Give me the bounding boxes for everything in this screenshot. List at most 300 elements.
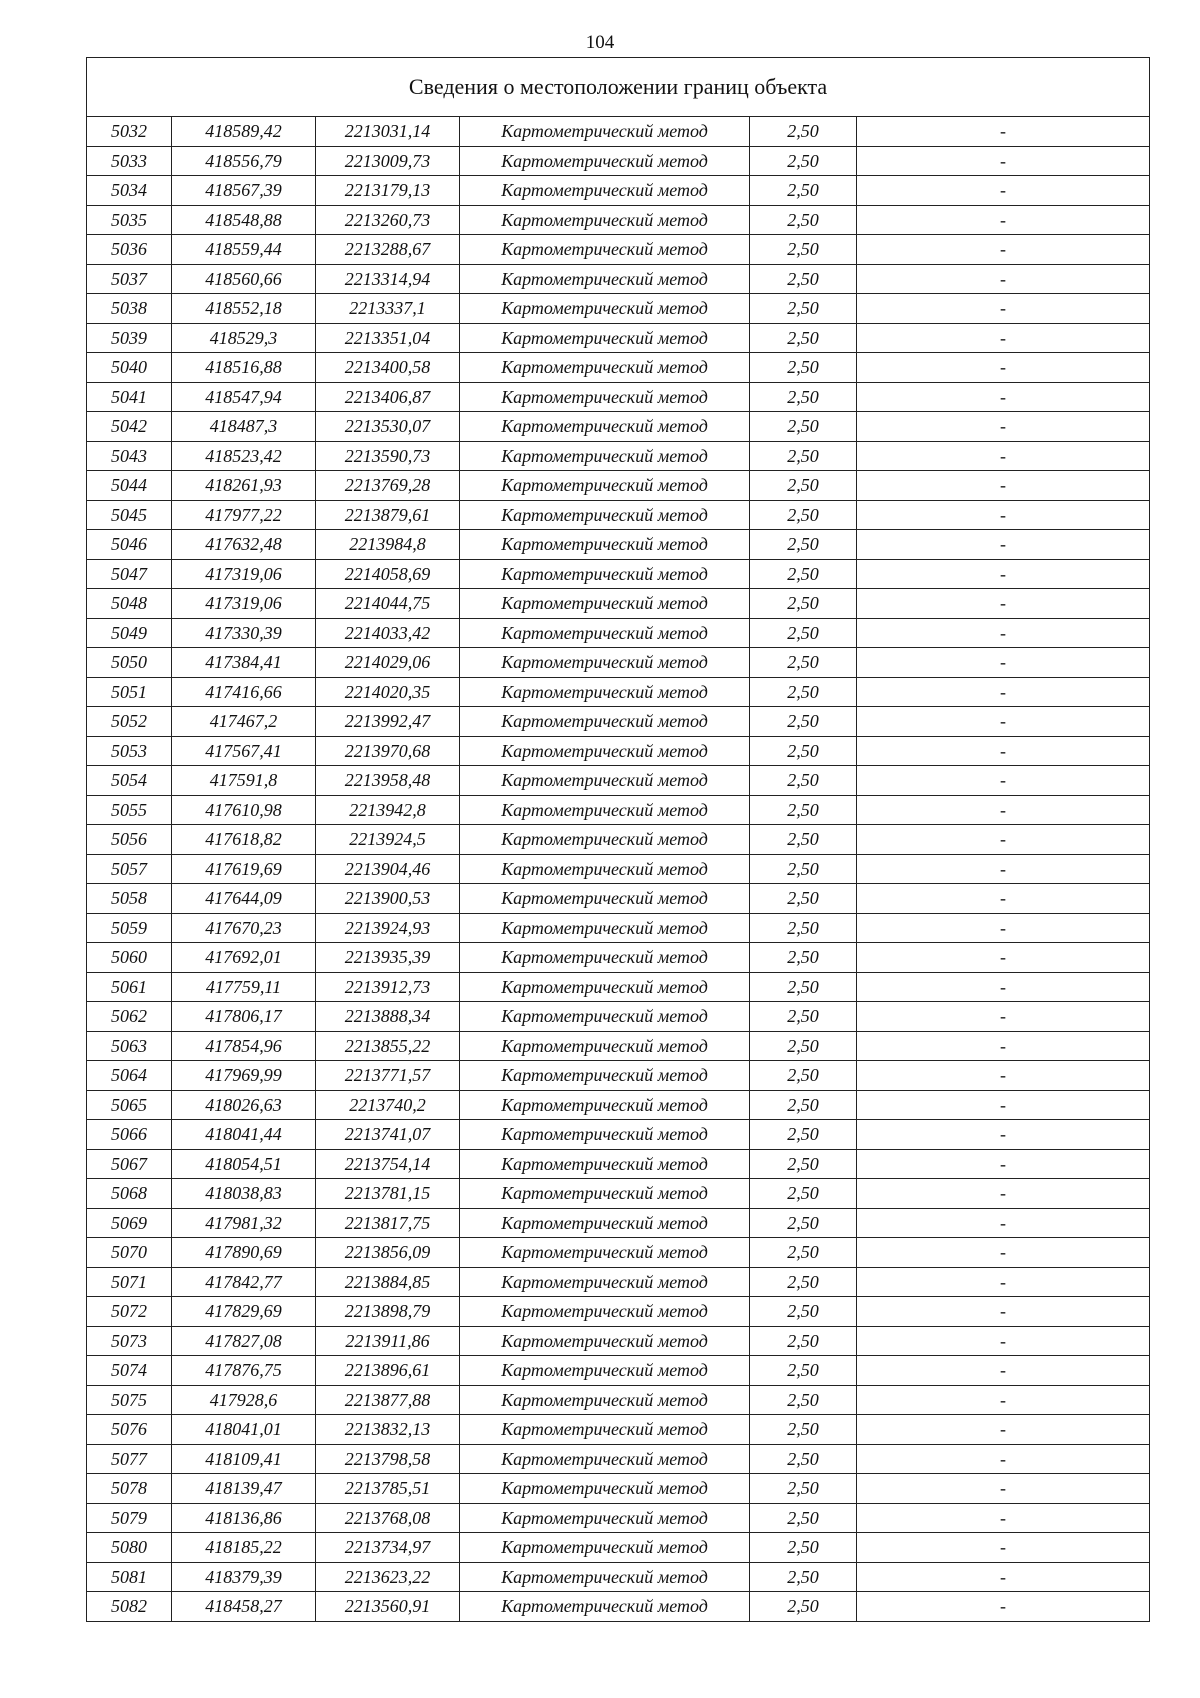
point-number-cell: 5044 [87,471,172,501]
method-cell: Картометрический метод [460,412,750,442]
y-coordinate-cell: 2214044,75 [316,589,460,619]
y-coordinate-cell: 2214020,35 [316,677,460,707]
x-coordinate-cell: 418589,42 [172,117,316,147]
method-cell: Картометрический метод [460,766,750,796]
x-coordinate-cell: 417632,48 [172,530,316,560]
accuracy-cell: 2,50 [750,943,857,973]
x-coordinate-cell: 417567,41 [172,736,316,766]
point-number-cell: 5043 [87,441,172,471]
point-number-cell: 5077 [87,1444,172,1474]
description-cell: - [857,1090,1150,1120]
accuracy-cell: 2,50 [750,913,857,943]
x-coordinate-cell: 418136,86 [172,1503,316,1533]
method-cell: Картометрический метод [460,117,750,147]
point-number-cell: 5045 [87,500,172,530]
table-row [87,1326,1150,1356]
description-cell: - [857,1444,1150,1474]
method-cell: Картометрический метод [460,825,750,855]
table-row [87,205,1150,235]
method-cell: Картометрический метод [460,1592,750,1622]
y-coordinate-cell: 2213768,08 [316,1503,460,1533]
x-coordinate-cell: 418054,51 [172,1149,316,1179]
method-cell: Картометрический метод [460,1179,750,1209]
x-coordinate-cell: 418529,3 [172,323,316,353]
accuracy-cell: 2,50 [750,795,857,825]
method-cell: Картометрический метод [460,471,750,501]
table-row [87,1149,1150,1179]
y-coordinate-cell: 2213970,68 [316,736,460,766]
point-number-cell: 5032 [87,117,172,147]
y-coordinate-cell: 2213590,73 [316,441,460,471]
method-cell: Картометрический метод [460,618,750,648]
y-coordinate-cell: 2213942,8 [316,795,460,825]
accuracy-cell: 2,50 [750,264,857,294]
table-row [87,972,1150,1002]
method-cell: Картометрический метод [460,1031,750,1061]
point-number-cell: 5040 [87,353,172,383]
description-cell: - [857,1002,1150,1032]
x-coordinate-cell: 417610,98 [172,795,316,825]
point-number-cell: 5079 [87,1503,172,1533]
method-cell: Картометрический метод [460,1061,750,1091]
table-row [87,1238,1150,1268]
description-cell: - [857,618,1150,648]
description-cell: - [857,795,1150,825]
accuracy-cell: 2,50 [750,353,857,383]
method-cell: Картометрический метод [460,235,750,265]
accuracy-cell: 2,50 [750,1474,857,1504]
x-coordinate-cell: 418185,22 [172,1533,316,1563]
x-coordinate-cell: 417829,69 [172,1297,316,1327]
description-cell: - [857,1297,1150,1327]
point-number-cell: 5049 [87,618,172,648]
x-coordinate-cell: 417806,17 [172,1002,316,1032]
point-number-cell: 5076 [87,1415,172,1445]
description-cell: - [857,412,1150,442]
x-coordinate-cell: 418038,83 [172,1179,316,1209]
description-cell: - [857,1031,1150,1061]
point-number-cell: 5055 [87,795,172,825]
point-number-cell: 5066 [87,1120,172,1150]
description-cell: - [857,1592,1150,1622]
description-cell: - [857,1356,1150,1386]
accuracy-cell: 2,50 [750,1149,857,1179]
x-coordinate-cell: 418487,3 [172,412,316,442]
method-cell: Картометрический метод [460,1238,750,1268]
x-coordinate-cell: 417827,08 [172,1326,316,1356]
table-row [87,795,1150,825]
description-cell: - [857,1208,1150,1238]
point-number-cell: 5037 [87,264,172,294]
accuracy-cell: 2,50 [750,736,857,766]
description-cell: - [857,294,1150,324]
x-coordinate-cell: 418261,93 [172,471,316,501]
y-coordinate-cell: 2213785,51 [316,1474,460,1504]
method-cell: Картометрический метод [460,736,750,766]
accuracy-cell: 2,50 [750,176,857,206]
y-coordinate-cell: 2213179,13 [316,176,460,206]
x-coordinate-cell: 417416,66 [172,677,316,707]
x-coordinate-cell: 417981,32 [172,1208,316,1238]
table-title-row [87,58,1150,117]
table-row [87,530,1150,560]
point-number-cell: 5064 [87,1061,172,1091]
point-number-cell: 5061 [87,972,172,1002]
point-number-cell: 5065 [87,1090,172,1120]
accuracy-cell: 2,50 [750,884,857,914]
method-cell: Картометрический метод [460,854,750,884]
table-row [87,1503,1150,1533]
method-cell: Картометрический метод [460,205,750,235]
description-cell: - [857,471,1150,501]
point-number-cell: 5052 [87,707,172,737]
accuracy-cell: 2,50 [750,1120,857,1150]
table-row [87,677,1150,707]
point-number-cell: 5047 [87,559,172,589]
y-coordinate-cell: 2213260,73 [316,205,460,235]
y-coordinate-cell: 2213877,88 [316,1385,460,1415]
description-cell: - [857,854,1150,884]
y-coordinate-cell: 2213314,94 [316,264,460,294]
table-row [87,825,1150,855]
accuracy-cell: 2,50 [750,1061,857,1091]
method-cell: Картометрический метод [460,530,750,560]
y-coordinate-cell: 2213400,58 [316,353,460,383]
description-cell: - [857,353,1150,383]
y-coordinate-cell: 2213888,34 [316,1002,460,1032]
y-coordinate-cell: 2213530,07 [316,412,460,442]
point-number-cell: 5078 [87,1474,172,1504]
x-coordinate-cell: 417854,96 [172,1031,316,1061]
table-row [87,146,1150,176]
accuracy-cell: 2,50 [750,1415,857,1445]
accuracy-cell: 2,50 [750,1326,857,1356]
y-coordinate-cell: 2213741,07 [316,1120,460,1150]
method-cell: Картометрический метод [460,1415,750,1445]
description-cell: - [857,1120,1150,1150]
table-row [87,1002,1150,1032]
point-number-cell: 5039 [87,323,172,353]
method-cell: Картометрический метод [460,1297,750,1327]
table-row [87,1090,1150,1120]
y-coordinate-cell: 2213879,61 [316,500,460,530]
page-number: 104 [585,32,615,53]
x-coordinate-cell: 417670,23 [172,913,316,943]
y-coordinate-cell: 2213984,8 [316,530,460,560]
accuracy-cell: 2,50 [750,1267,857,1297]
y-coordinate-cell: 2213855,22 [316,1031,460,1061]
x-coordinate-cell: 417467,2 [172,707,316,737]
method-cell: Картометрический метод [460,1267,750,1297]
table-row [87,412,1150,442]
table-row [87,441,1150,471]
description-cell: - [857,1149,1150,1179]
point-number-cell: 5057 [87,854,172,884]
table-row [87,294,1150,324]
method-cell: Картометрический метод [460,884,750,914]
description-cell: - [857,1415,1150,1445]
point-number-cell: 5070 [87,1238,172,1268]
point-number-cell: 5081 [87,1562,172,1592]
table-row [87,766,1150,796]
y-coordinate-cell: 2213911,86 [316,1326,460,1356]
description-cell: - [857,1179,1150,1209]
x-coordinate-cell: 418041,01 [172,1415,316,1445]
y-coordinate-cell: 2213904,46 [316,854,460,884]
table-row [87,1533,1150,1563]
method-cell: Картометрический метод [460,382,750,412]
table-row [87,884,1150,914]
accuracy-cell: 2,50 [750,825,857,855]
point-number-cell: 5041 [87,382,172,412]
method-cell: Картометрический метод [460,353,750,383]
accuracy-cell: 2,50 [750,412,857,442]
point-number-cell: 5056 [87,825,172,855]
x-coordinate-cell: 418109,41 [172,1444,316,1474]
method-cell: Картометрический метод [460,677,750,707]
method-cell: Картометрический метод [460,1503,750,1533]
table-row [87,382,1150,412]
table-row [87,1179,1150,1209]
table-row [87,1061,1150,1091]
method-cell: Картометрический метод [460,589,750,619]
x-coordinate-cell: 418041,44 [172,1120,316,1150]
x-coordinate-cell: 418548,88 [172,205,316,235]
table-title: Сведения о местоположении границ объекта [87,58,1150,117]
description-cell: - [857,884,1150,914]
point-number-cell: 5063 [87,1031,172,1061]
description-cell: - [857,707,1150,737]
x-coordinate-cell: 417619,69 [172,854,316,884]
y-coordinate-cell: 2213337,1 [316,294,460,324]
point-number-cell: 5050 [87,648,172,678]
description-cell: - [857,648,1150,678]
description-cell: - [857,1503,1150,1533]
accuracy-cell: 2,50 [750,1031,857,1061]
point-number-cell: 5033 [87,146,172,176]
method-cell: Картометрический метод [460,264,750,294]
x-coordinate-cell: 417644,09 [172,884,316,914]
y-coordinate-cell: 2213031,14 [316,117,460,147]
description-cell: - [857,1474,1150,1504]
accuracy-cell: 2,50 [750,500,857,530]
y-coordinate-cell: 2213884,85 [316,1267,460,1297]
accuracy-cell: 2,50 [750,1208,857,1238]
accuracy-cell: 2,50 [750,1385,857,1415]
y-coordinate-cell: 2214058,69 [316,559,460,589]
x-coordinate-cell: 417692,01 [172,943,316,973]
x-coordinate-cell: 417618,82 [172,825,316,855]
y-coordinate-cell: 2213896,61 [316,1356,460,1386]
table-row [87,589,1150,619]
method-cell: Картометрический метод [460,1149,750,1179]
point-number-cell: 5080 [87,1533,172,1563]
table-row [87,323,1150,353]
accuracy-cell: 2,50 [750,1238,857,1268]
y-coordinate-cell: 2213992,47 [316,707,460,737]
method-cell: Картометрический метод [460,559,750,589]
x-coordinate-cell: 417591,8 [172,766,316,796]
description-cell: - [857,766,1150,796]
y-coordinate-cell: 2213009,73 [316,146,460,176]
point-number-cell: 5073 [87,1326,172,1356]
table-row [87,264,1150,294]
description-cell: - [857,235,1150,265]
table-row [87,176,1150,206]
point-number-cell: 5062 [87,1002,172,1032]
description-cell: - [857,589,1150,619]
y-coordinate-cell: 2213771,57 [316,1061,460,1091]
table-row [87,117,1150,147]
x-coordinate-cell: 417384,41 [172,648,316,678]
description-cell: - [857,117,1150,147]
point-number-cell: 5035 [87,205,172,235]
accuracy-cell: 2,50 [750,1444,857,1474]
y-coordinate-cell: 2213754,14 [316,1149,460,1179]
y-coordinate-cell: 2214029,06 [316,648,460,678]
description-cell: - [857,530,1150,560]
y-coordinate-cell: 2213817,75 [316,1208,460,1238]
accuracy-cell: 2,50 [750,441,857,471]
table-row [87,1297,1150,1327]
accuracy-cell: 2,50 [750,294,857,324]
accuracy-cell: 2,50 [750,117,857,147]
point-number-cell: 5048 [87,589,172,619]
table-row [87,1444,1150,1474]
table-row [87,943,1150,973]
table-row [87,1356,1150,1386]
table-row [87,1592,1150,1622]
table-row [87,736,1150,766]
table-row [87,500,1150,530]
method-cell: Картометрический метод [460,1326,750,1356]
description-cell: - [857,500,1150,530]
table-body [87,117,1150,1622]
description-cell: - [857,264,1150,294]
x-coordinate-cell: 417977,22 [172,500,316,530]
table-row [87,1208,1150,1238]
point-number-cell: 5036 [87,235,172,265]
point-number-cell: 5068 [87,1179,172,1209]
table-row [87,1267,1150,1297]
y-coordinate-cell: 2213924,93 [316,913,460,943]
description-cell: - [857,1061,1150,1091]
table-row [87,559,1150,589]
table-row [87,648,1150,678]
x-coordinate-cell: 418458,27 [172,1592,316,1622]
accuracy-cell: 2,50 [750,471,857,501]
accuracy-cell: 2,50 [750,1179,857,1209]
description-cell: - [857,559,1150,589]
method-cell: Картометрический метод [460,1090,750,1120]
x-coordinate-cell: 418379,39 [172,1562,316,1592]
accuracy-cell: 2,50 [750,648,857,678]
point-number-cell: 5074 [87,1356,172,1386]
x-coordinate-cell: 418547,94 [172,382,316,412]
x-coordinate-cell: 417876,75 [172,1356,316,1386]
method-cell: Картометрический метод [460,1385,750,1415]
description-cell: - [857,677,1150,707]
method-cell: Картометрический метод [460,1120,750,1150]
y-coordinate-cell: 2213924,5 [316,825,460,855]
point-number-cell: 5071 [87,1267,172,1297]
x-coordinate-cell: 417842,77 [172,1267,316,1297]
y-coordinate-cell: 2213798,58 [316,1444,460,1474]
method-cell: Картометрический метод [460,1562,750,1592]
table-row [87,913,1150,943]
x-coordinate-cell: 418026,63 [172,1090,316,1120]
y-coordinate-cell: 2213912,73 [316,972,460,1002]
method-cell: Картометрический метод [460,1533,750,1563]
accuracy-cell: 2,50 [750,1090,857,1120]
accuracy-cell: 2,50 [750,205,857,235]
y-coordinate-cell: 2213898,79 [316,1297,460,1327]
y-coordinate-cell: 2213935,39 [316,943,460,973]
x-coordinate-cell: 418556,79 [172,146,316,176]
y-coordinate-cell: 2213769,28 [316,471,460,501]
table-row [87,1474,1150,1504]
description-cell: - [857,441,1150,471]
x-coordinate-cell: 418560,66 [172,264,316,294]
boundary-table [86,57,1150,1622]
description-cell: - [857,825,1150,855]
y-coordinate-cell: 2213351,04 [316,323,460,353]
description-cell: - [857,913,1150,943]
accuracy-cell: 2,50 [750,235,857,265]
y-coordinate-cell: 2213623,22 [316,1562,460,1592]
y-coordinate-cell: 2213560,91 [316,1592,460,1622]
y-coordinate-cell: 2213734,97 [316,1533,460,1563]
method-cell: Картометрический метод [460,1444,750,1474]
method-cell: Картометрический метод [460,323,750,353]
x-coordinate-cell: 418552,18 [172,294,316,324]
y-coordinate-cell: 2213856,09 [316,1238,460,1268]
x-coordinate-cell: 418139,47 [172,1474,316,1504]
method-cell: Картометрический метод [460,648,750,678]
point-number-cell: 5046 [87,530,172,560]
y-coordinate-cell: 2213781,15 [316,1179,460,1209]
table-row [87,1385,1150,1415]
table-row [87,854,1150,884]
accuracy-cell: 2,50 [750,530,857,560]
y-coordinate-cell: 2213740,2 [316,1090,460,1120]
accuracy-cell: 2,50 [750,854,857,884]
y-coordinate-cell: 2213832,13 [316,1415,460,1445]
method-cell: Картометрический метод [460,1002,750,1032]
point-number-cell: 5072 [87,1297,172,1327]
point-number-cell: 5060 [87,943,172,973]
x-coordinate-cell: 417759,11 [172,972,316,1002]
point-number-cell: 5034 [87,176,172,206]
point-number-cell: 5042 [87,412,172,442]
accuracy-cell: 2,50 [750,766,857,796]
point-number-cell: 5075 [87,1385,172,1415]
accuracy-cell: 2,50 [750,323,857,353]
method-cell: Картометрический метод [460,441,750,471]
method-cell: Картометрический метод [460,913,750,943]
accuracy-cell: 2,50 [750,1297,857,1327]
description-cell: - [857,146,1150,176]
description-cell: - [857,972,1150,1002]
table-row [87,618,1150,648]
x-coordinate-cell: 417330,39 [172,618,316,648]
table-row [87,1031,1150,1061]
y-coordinate-cell: 2213958,48 [316,766,460,796]
method-cell: Картометрический метод [460,146,750,176]
point-number-cell: 5051 [87,677,172,707]
description-cell: - [857,1267,1150,1297]
x-coordinate-cell: 417890,69 [172,1238,316,1268]
